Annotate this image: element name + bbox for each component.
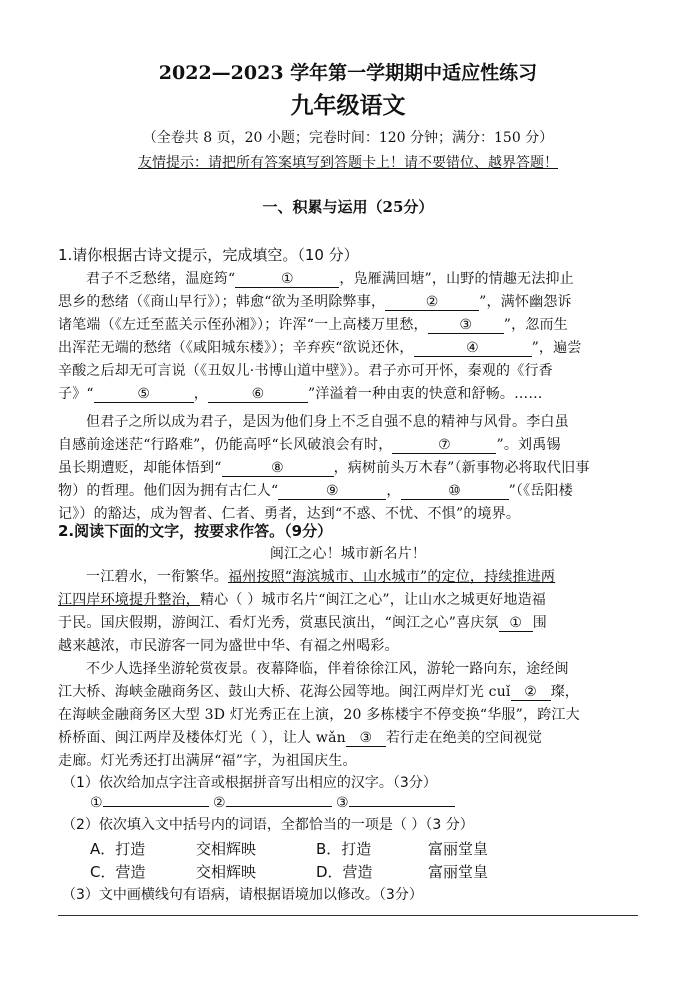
q1-line-5: 辛酸之后却无可言说（《丑奴儿·书博山道中壁》）。君子亦可开怀，秦观的《行香 (58, 363, 553, 379)
q2-line-2: 江四岸环境提升整治，精心（ ）城市名片“闽江之心”，让山水之城更好地造福 (58, 592, 546, 608)
q2-line-6: 江大桥、海峡金融商务区、鼓山大桥、花海公园等地。闽江两岸灯光 cuǐ ② 璨， (58, 684, 579, 700)
exam-title: 2022—2023 学年第一学期期中适应性练习 (158, 62, 538, 84)
option-d-word: 富丽堂皇 (428, 863, 489, 881)
pinyin-blank-2[interactable]: ② (511, 684, 551, 701)
article-title: 闽江之心！城市新名片！ (269, 546, 427, 562)
answer-blank-4[interactable]: ④ (414, 340, 532, 357)
q2-line-1: 一江碧水，一衔繁华。福州按照“海滨城市、山水城市”的定位，持续推进两 (86, 569, 556, 585)
section-heading: 一、积累与运用（25分） (262, 198, 434, 216)
option-b[interactable]: B．打造 (316, 840, 372, 858)
answer-blank-1[interactable]: ① (235, 271, 339, 288)
q1-line-8: 自感前途迷茫“行路难”，仍能高呼“长风破浪会有时， ⑦ ”。刘禹锡 (58, 437, 561, 453)
q1-line-7: 但君子之所以成为君子，是因为他们身上不乏自强不息的精神与风骨。李白虽 (86, 414, 569, 430)
option-c[interactable]: C．营造 (90, 863, 146, 881)
q1-line-2: 思乡的愁绪（《商山早行》）；韩愈“欲为圣明除弊事， ② ”，满怀幽怨诉 (58, 294, 572, 310)
exam-info: （全卷共 8 页，20 小题；完卷时间：120 分钟；满分：150 分） (142, 130, 554, 146)
answer-blank-10[interactable]: ⑩ (401, 483, 509, 500)
underlined-sentence: 福州按照“海滨城市、山水城市”的定位，持续推进两 (228, 569, 556, 585)
q1-line-3: 诸笔端（《左迁至蓝关示侄孙湘》）；许浑“一上高楼万里愁， ③ ”，忽而生 (58, 317, 568, 333)
question-1-prompt: 1.请你根据古诗文提示，完成填空。（10 分） (58, 246, 359, 264)
answer-blank-9[interactable]: ⑨ (278, 483, 386, 500)
q2-line-4: 越来越浓，市民游客一同为盛世中华、有福之州喝彩。 (58, 638, 399, 654)
answer-blank-5[interactable]: ⑤ (94, 386, 194, 403)
sub1-answer-2[interactable] (226, 806, 332, 807)
exam-notice: 友情提示：请把所有答案填写到答题卡上！请不要错位、越界答题！ (138, 155, 558, 171)
question-2-prompt: 2.阅读下面的文字，按要求作答。（9分） (58, 522, 333, 540)
answer-blank-2[interactable]: ② (385, 294, 479, 311)
sub1-answer-row: ① ② ③ (90, 795, 455, 811)
option-c-word: 交相辉映 (196, 863, 257, 881)
q1-line-1: 君子不乏愁绪，温庭筠“ ① ，凫雁满回塘”，山野的情趣无法抑止 (86, 271, 574, 287)
pinyin-blank-1[interactable]: ① (499, 615, 533, 632)
underlined-sentence-cont: 江四岸环境提升整治， (58, 592, 200, 608)
q2-line-7: 在海峡金融商务区大型 3D 灯光秀正在上演，20 多栋楼宇不停变换“华服”，跨江大 (58, 707, 580, 723)
q2-line-5: 不少人选择坐游轮赏夜景。夜幕降临，伴着徐徐江风，游轮一路向东，途经闽 (86, 661, 569, 677)
sub1-answer-3[interactable] (349, 806, 455, 807)
sub-question-2: （2）依次填入文中括号内的词语，全都恰当的一项是（ ）（3 分） (62, 817, 474, 833)
sub-question-1: （1）依次给加点字注音或根据拼音写出相应的汉字。（3分） (62, 775, 437, 791)
answer-blank-8[interactable]: ⑧ (222, 460, 334, 477)
sub-question-3: （3）文中画横线句有语病，请根据语境加以修改。（3分） (62, 887, 423, 903)
q2-line-9: 走廊。灯光秀还打出满屏“福”字，为祖国庆生。 (58, 753, 357, 769)
q1-line-9: 虽长期遭贬，却能体悟到“ ⑧ ，病树前头万木春”（新事物必将取代旧事 (58, 460, 590, 476)
q1-line-11: 记》）的豁达，成为智者、仁者、勇者，达到“不惑、不忧、不惧”的境界。 (58, 506, 521, 522)
q1-line-4: 出浑茫无端的愁绪（《咸阳城东楼》）；辛弃疾“欲说还休， ④ ”，遍尝 (58, 340, 582, 356)
pinyin-blank-3[interactable]: ③ (346, 730, 386, 747)
answer-blank-6[interactable]: ⑥ (208, 386, 308, 403)
answer-blank-3[interactable]: ③ (428, 317, 504, 334)
option-a[interactable]: A．打造 (90, 840, 146, 858)
page-divider (58, 915, 638, 916)
q1-line-10: 物）的哲理。他们因为拥有古仁人“ ⑨ ， ⑩ ”（《岳阳楼 (58, 483, 573, 499)
q2-line-3: 于民。国庆假期，游闽江、看灯光秀，赏惠民演出，“闽江之心”喜庆氛 ① 围 (58, 615, 547, 631)
subject-title: 九年级语文 (290, 92, 406, 119)
sub1-answer-1[interactable] (103, 806, 209, 807)
q2-line-8: 桥桥面、闽江两岸及楼体灯光（ ），让人 wǎn ③ 若行走在绝美的空间视觉 (58, 730, 543, 746)
answer-blank-7[interactable]: ⑦ (392, 437, 496, 454)
option-b-word: 富丽堂皇 (428, 840, 489, 858)
q1-line-6: 子》“ ⑤ ， ⑥ ”洋溢着一种由衷的快意和舒畅。…… (58, 386, 543, 402)
option-d[interactable]: D．营造 (316, 863, 373, 881)
option-a-word: 交相辉映 (196, 840, 257, 858)
